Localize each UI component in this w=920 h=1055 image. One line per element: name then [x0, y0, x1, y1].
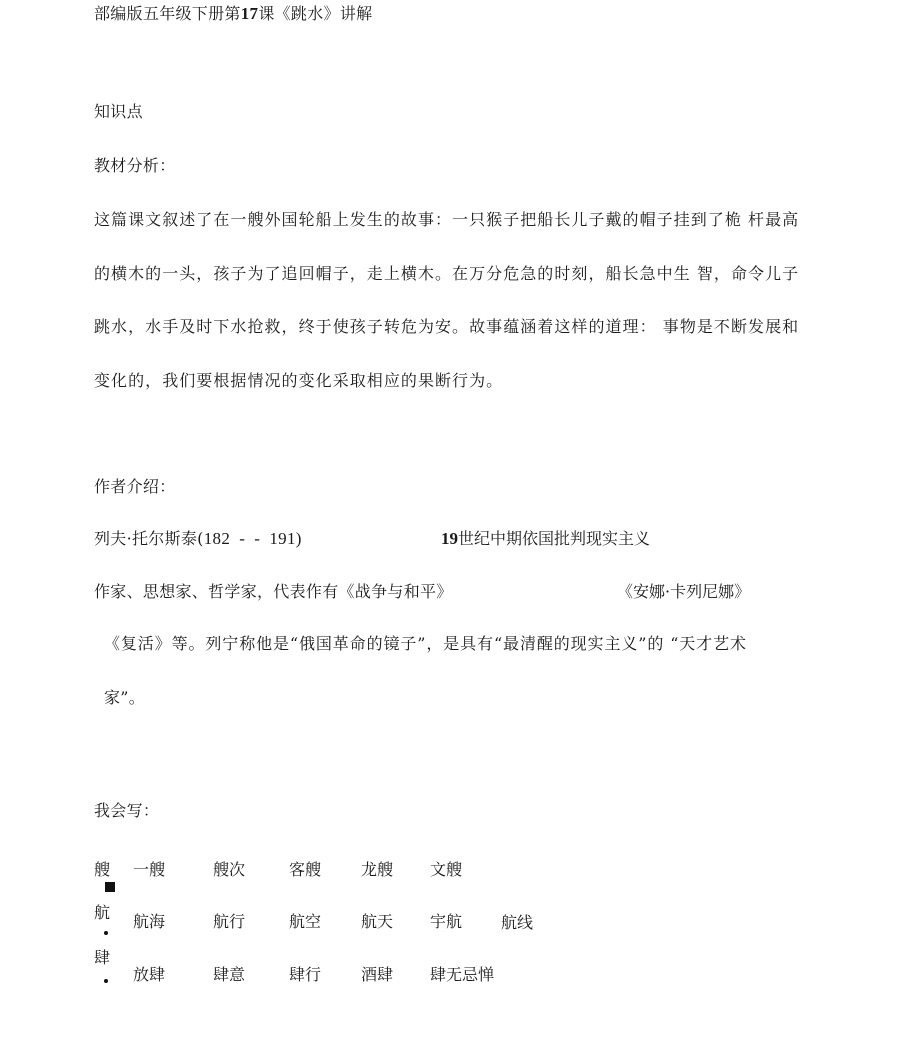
word-item: 肆无忌惮 — [430, 965, 495, 984]
document-title — [94, 4, 372, 24]
square-bullet-icon — [105, 882, 115, 892]
era-text: 世纪中期依国批判现实主义 — [458, 529, 651, 548]
century-number: 19 — [441, 529, 458, 548]
author-era — [441, 529, 650, 549]
material-line-3: 跳水，水手及时下水抢救，终于使孩子转危为安。故事蕴涵着这样的道理： 事物是不断发展和 — [94, 317, 800, 336]
word-item: 宇航 — [430, 912, 463, 931]
word-item: 航行 — [213, 912, 246, 931]
author-name: 列夫·托尔斯泰( — [94, 529, 204, 548]
title-prefix: 部编版五年级下册第 — [94, 4, 241, 23]
word-item: 航线 — [501, 913, 534, 932]
author-line-2-right: 《安娜·卡列尼娜》 — [617, 582, 751, 601]
material-line-4: 变化的，我们要根据情况的变化采取相应的果断行为。 — [94, 371, 504, 390]
word-item: 一艘 — [133, 860, 166, 879]
material-line-1: 这篇课文叙述了在一艘外国轮船上发生的故事：一只猴子把船长儿子戴的帽子挂到了桅 杆最高 — [94, 210, 800, 229]
word-item: 肆行 — [289, 965, 322, 984]
word-char-sou: 艘 — [94, 860, 111, 879]
heading-knowledge-points: 知识点 — [94, 102, 143, 121]
dot-bullet-icon — [104, 931, 108, 935]
heading-material-analysis: 教材分析： — [94, 156, 176, 175]
word-char-hang: 航 — [94, 903, 111, 922]
heading-i-can-write: 我会写： — [94, 801, 160, 820]
title-suffix: 课《跳水》讲解 — [258, 4, 373, 23]
word-item: 客艘 — [289, 860, 322, 879]
author-name-line — [94, 529, 302, 549]
word-item: 航天 — [361, 912, 394, 931]
word-item: 龙艘 — [361, 860, 394, 879]
word-item: 肆意 — [213, 965, 246, 984]
author-years: 182 - - 191) — [203, 529, 302, 548]
word-item: 酒肆 — [361, 965, 394, 984]
author-line-4: 家”。 — [104, 688, 146, 707]
lesson-number: 17 — [240, 4, 259, 23]
word-item: 艘次 — [213, 860, 246, 879]
author-line-3: 《复活》等。列宁称他是“俄国革命的镜子”，是具有“最清醒的现实主义”的 “天才艺术 — [104, 634, 747, 653]
material-line-2: 的横木的一头，孩子为了追回帽子，走上横木。在万分危急的时刻，船长急中生 智，命令儿子 — [94, 264, 800, 283]
author-line-2-left: 作家、思想家、哲学家，代表作有《战争与和平》 — [94, 582, 453, 601]
word-char-si: 肆 — [94, 948, 111, 967]
word-item: 航空 — [289, 912, 322, 931]
dot-bullet-icon — [104, 979, 108, 983]
word-item: 放肆 — [133, 965, 166, 984]
word-item: 航海 — [133, 912, 166, 931]
word-item: 文艘 — [430, 860, 463, 879]
heading-author: 作者介绍： — [94, 477, 176, 496]
